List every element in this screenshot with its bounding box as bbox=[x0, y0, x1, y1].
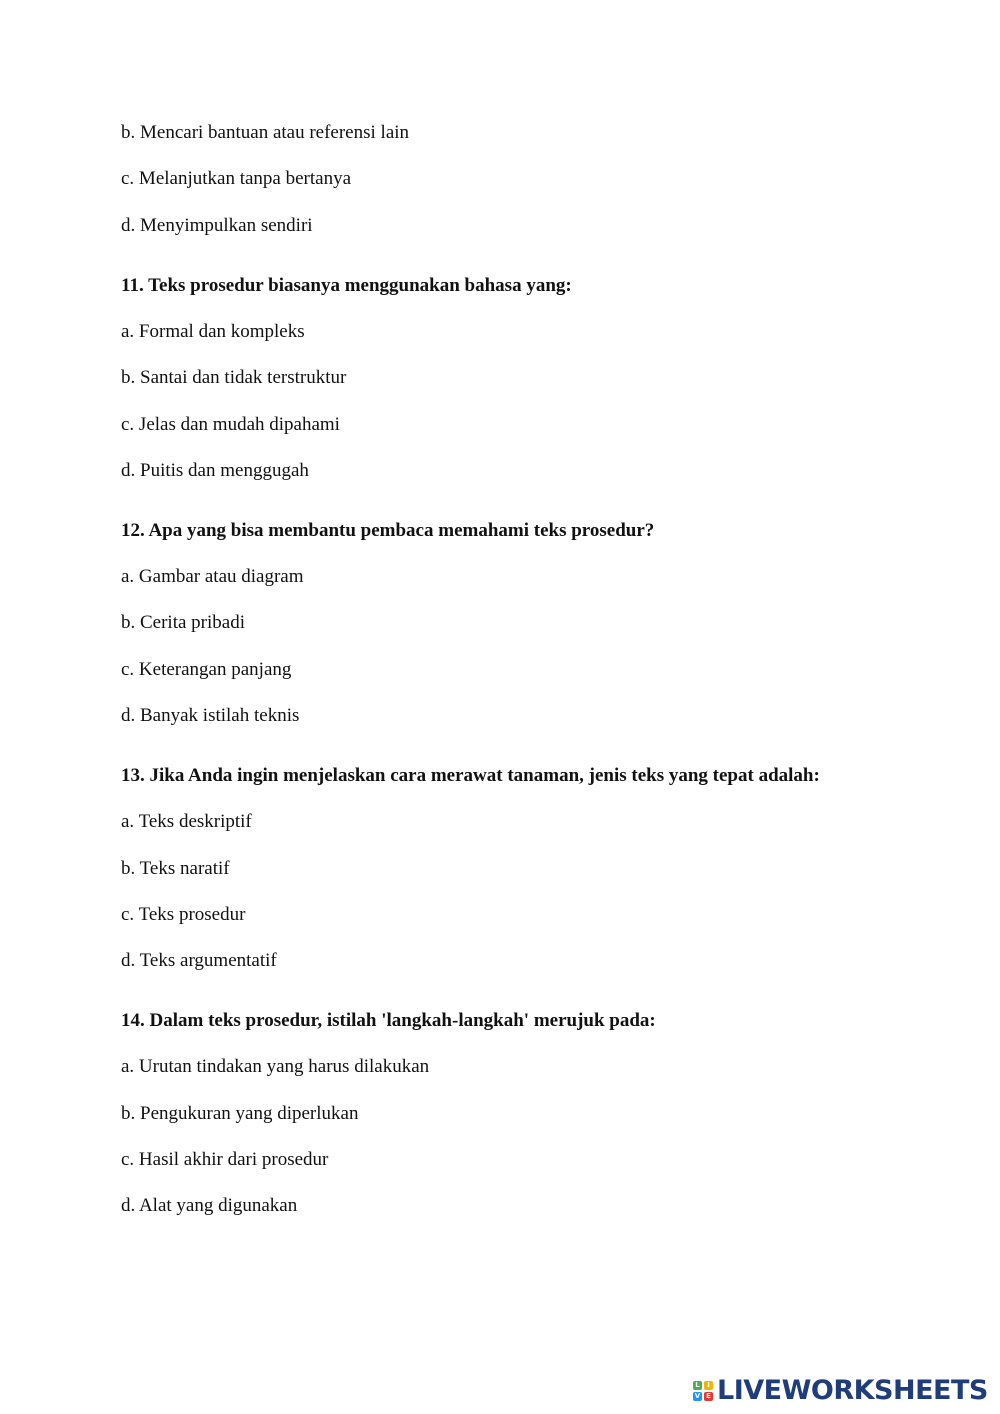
option-12a: a. Gambar atau diagram bbox=[121, 566, 304, 587]
option-11b: b. Santai dan tidak terstruktur bbox=[121, 367, 347, 388]
option-14a: a. Urutan tindakan yang harus dilakukan bbox=[121, 1056, 430, 1077]
option-14b: b. Pengukuran yang diperlukan bbox=[121, 1103, 359, 1124]
question-13: 13. Jika Anda ingin menjelaskan cara merawat tanaman, jenis teks yang tepat adalah: bbox=[121, 765, 820, 786]
logo-text: LIVEWORKSHEETS bbox=[717, 1375, 988, 1406]
logo-mark-icon bbox=[693, 1381, 713, 1401]
option-10c: c. Melanjutkan tanpa bertanya bbox=[121, 168, 352, 189]
option-10d: d. Menyimpulkan sendiri bbox=[121, 215, 313, 236]
option-11a: a. Formal dan kompleks bbox=[121, 321, 305, 342]
option-12d: d. Banyak istilah teknis bbox=[121, 705, 300, 726]
option-12c: c. Keterangan panjang bbox=[121, 659, 292, 680]
option-10b: b. Mencari bantuan atau referensi lain bbox=[121, 122, 410, 143]
question-11: 11. Teks prosedur biasanya menggunakan bahasa yang: bbox=[121, 275, 572, 296]
logo-cell-e: E bbox=[704, 1392, 713, 1401]
option-13a: a. Teks deskriptif bbox=[121, 811, 252, 832]
liveworksheets-logo bbox=[693, 1374, 988, 1408]
option-14d: d. Alat yang digunakan bbox=[121, 1195, 298, 1216]
question-14: 14. Dalam teks prosedur, istilah 'langkah-langkah' merujuk pada: bbox=[121, 1010, 656, 1031]
logo-cell-i: I bbox=[704, 1381, 713, 1390]
option-13c: c. Teks prosedur bbox=[121, 904, 246, 925]
logo-cell-v: V bbox=[694, 1392, 701, 1400]
option-12b: b. Cerita pribadi bbox=[121, 612, 245, 633]
logo-cell-l: L bbox=[693, 1381, 702, 1390]
option-13d: d. Teks argumentatif bbox=[121, 950, 277, 971]
question-12: 12. Apa yang bisa membantu pembaca memahami teks prosedur? bbox=[121, 520, 655, 541]
option-11d: d. Puitis dan menggugah bbox=[121, 460, 309, 481]
option-13b: b. Teks naratif bbox=[121, 858, 230, 879]
option-14c: c. Hasil akhir dari prosedur bbox=[121, 1149, 329, 1170]
option-11c: c. Jelas dan mudah dipahami bbox=[121, 414, 340, 435]
